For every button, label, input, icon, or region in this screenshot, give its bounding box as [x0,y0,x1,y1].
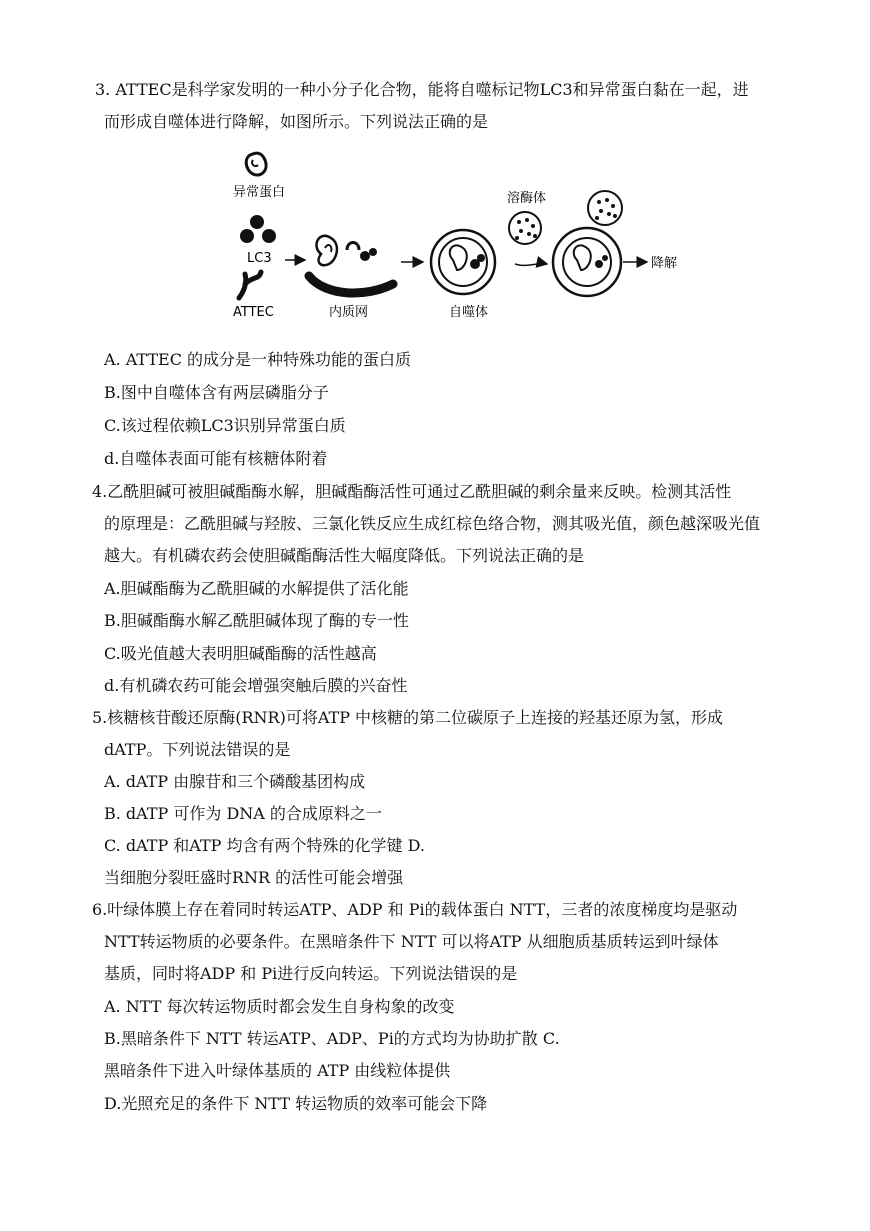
q6-option-d: D.光照充足的条件下 NTT 转运物质的效率可能会下降 [104,1094,488,1113]
q5-stem-line-1: 5.核糖核苷酸还原酶(RNR)可将ATP 中核糖的第二位碳原子上连接的羟基还原为氢，形成 [92,708,724,727]
q4-option-a: A.胆碱酯酶为乙酰胆碱的水解提供了活化能 [104,579,409,598]
er-label: 内质网 [329,305,369,320]
q3-stem-line-2: 而形成自噬体进行降解，如图所示。下列说法正确的是 [104,112,489,131]
q5-option-c: C. dATP 和ATP 均含有两个特殊的化学键 D. [104,836,425,855]
er-complex-icon [309,236,393,293]
lc3-label: LC3 [247,251,272,266]
autophagy-figure [225,146,695,324]
q5-option-d: 当细胞分裂旺盛时RNR 的活性可能会增强 [104,868,404,887]
autolysosome-icon [553,191,622,296]
q6-stem-line-3: 基质，同时将ADP 和 Pi进行反向转运。下列说法错误的是 [104,964,518,983]
q5-option-b: B. dATP 可作为 DNA 的合成原料之一 [104,804,382,823]
q6-stem-line-2: NTT转运物质的必要条件。在黑暗条件下 NTT 可以将ATP 从细胞质基质转运到叶绿体 [104,932,719,951]
q3-option-d: d.自噬体表面可能有核糖体附着 [104,449,328,468]
degrade-label: 降解 [651,256,678,271]
q4-stem-line-3: 越大。有机磷农药会使胆碱酯酶活性大幅度降低。下列说法正确的是 [104,546,585,565]
autophagosome-icon [431,230,495,294]
lc3-dots-icon [240,215,276,243]
abnormal-protein-icon [246,153,266,175]
q4-stem-line-2: 的原理是：乙酰胆碱与羟胺、三氯化铁反应生成红棕色络合物，测其吸光值，颜色越深吸光值 [104,514,761,533]
q3-option-b: B.图中自噬体含有两层磷脂分子 [104,383,329,402]
q5-stem-line-2: dATP。下列说法错误的是 [104,740,291,759]
arrow-3 [515,264,547,266]
q5-option-a: A. dATP 由腺苷和三个磷酸基团构成 [104,772,366,791]
attec-molecule-icon [239,272,261,298]
q4-option-c: C.吸光值越大表明胆碱酯酶的活性越高 [104,644,377,663]
q6-option-b: B.黑暗条件下 NTT 转运ATP、ADP、Pi的方式均为协助扩散 C. [104,1029,560,1048]
abnormal-protein-label: 异常蛋白 [233,185,286,200]
lysosome-label: 溶酶体 [507,191,547,206]
q4-stem-line-1: 4.乙酰胆碱可被胆碱酯酶水解，胆碱酯酶活性可通过乙酰胆碱的剩余量来反映。检测其活性 [92,482,732,501]
q4-option-b: B.胆碱酯酶水解乙酰胆碱体现了酶的专一性 [104,611,409,630]
q3-option-a: A. ATTEC 的成分是一种特殊功能的蛋白质 [104,350,412,369]
attec-label: ATTEC [233,305,274,320]
q3-option-c: C.该过程依赖LC3识别异常蛋白质 [104,416,346,435]
lysosome-icon [509,212,541,244]
q6-stem-line-1: 6.叶绿体膜上存在着同时转运ATP、ADP 和 Pi的载体蛋白 NTT，三者的浓度梯度均是驱动 [92,900,738,919]
q6-option-c: 黑暗条件下进入叶绿体基质的 ATP 由线粒体提供 [104,1061,451,1080]
q6-option-a: A. NTT 每次转运物质时都会发生自身构象的改变 [104,997,455,1016]
q4-option-d: d.有机磷农药可能会增强突触后膜的兴奋性 [104,676,408,695]
autophagosome-label: 自噬体 [449,305,489,320]
q3-stem-line-1: 3. ATTEC是科学家发明的一种小分子化合物，能将自噬标记物LC3和异常蛋白黏在一起，进 [95,80,749,99]
